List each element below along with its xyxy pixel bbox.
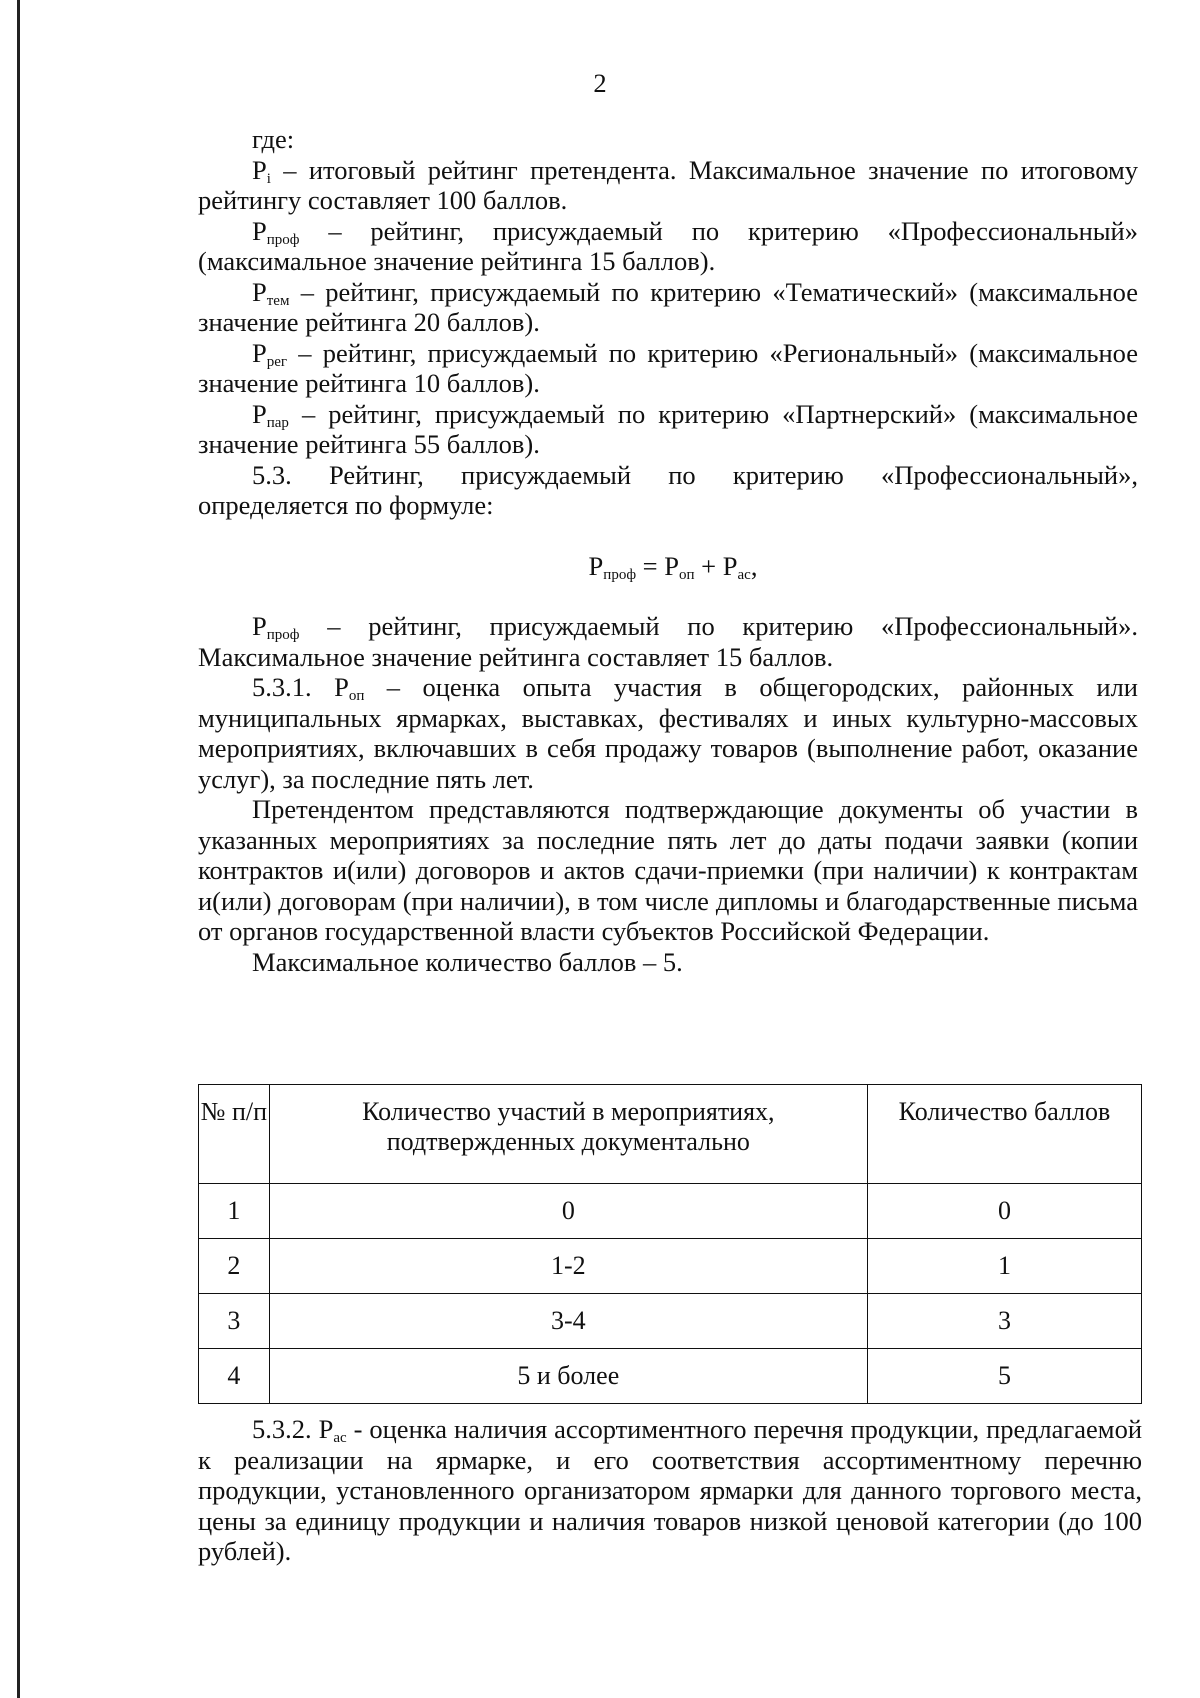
header-number: № п/п xyxy=(199,1085,270,1184)
page-edge-line xyxy=(17,0,20,1698)
table-cell: 1 xyxy=(867,1239,1141,1294)
table-row xyxy=(199,1294,1142,1349)
table-cell: 4 xyxy=(199,1349,270,1404)
where-label: где: xyxy=(252,124,295,154)
max-points: Максимальное количество баллов – 5. xyxy=(252,946,683,977)
table-cell: 1 xyxy=(199,1184,270,1239)
table-row xyxy=(199,1184,1142,1239)
formula: $P_{проф} = P_{оп} + P_{ас}$, xyxy=(588,550,758,583)
definition-p-par: $P_{пар}$ – рейтинг, присуждаемый по критерию «Партнерский» (максимальное значение рейтинга 55 баллов). xyxy=(198,398,1138,459)
table-row xyxy=(199,1239,1142,1294)
documents-paragraph: Претендентом представляются подтверждающие документы об участии в указанных мероприятиях за последние пять лет до даты подачи заявки (копии контрактов и(или) договоров и актов сдачи-приемки (при наличии) к контрактам и(или) договорам (при наличии), в том числе дипломы и благодарственные письма от органов государственной власти субъектов Российской Федерации. xyxy=(198,794,1138,946)
points-table xyxy=(198,1084,1142,1404)
table-cell: 3-4 xyxy=(269,1294,867,1349)
section-5-3-2-block xyxy=(198,1414,1142,1567)
table-cell: 0 xyxy=(867,1184,1141,1239)
definition-p-reg: $P_{рег}$ – рейтинг, присуждаемый по критерию «Региональный» (максимальное значение рейтинга 10 баллов). xyxy=(198,337,1138,398)
section-5-3: 5.3. Рейтинг, присуждаемый по критерию «Профессиональный», определяется по формуле: xyxy=(198,459,1138,520)
table-cell: 2 xyxy=(199,1239,270,1294)
header-participations: Количество участий в мероприятиях, подтвержденных документально xyxy=(269,1085,867,1184)
definition-p-prof: $P_{проф}$ – рейтинг, присуждаемый по критерию «Профессиональный» (максимальное значение рейтинга 15 баллов). xyxy=(198,215,1138,276)
definition-p-i: $P_i$ – итоговый рейтинг претендента. Максимальное значение по итоговому рейтингу составляет 100 баллов. xyxy=(198,154,1138,215)
page-number: 2 xyxy=(593,68,607,98)
table-cell: 5 и более xyxy=(269,1349,867,1404)
prof-definition: $P_{проф}$ – рейтинг, присуждаемый по критерию «Профессиональный». Максимальное значение рейтинга составляет 15 баллов. xyxy=(198,611,1138,672)
table-cell: 3 xyxy=(199,1294,270,1349)
header-points: Количество баллов xyxy=(867,1085,1141,1184)
table-cell: 3 xyxy=(867,1294,1141,1349)
table-header-row xyxy=(199,1085,1142,1184)
section-5-3-1: 5.3.1. $P_{оп}$ – оценка опыта участия в общегородских, районных или муниципальных ярмарках, выставках, фестивалях и иных культурно-массовых мероприятиях, включавших в себя продажу товаров (выполнение работ, оказание услуг), за последние пять лет. xyxy=(198,672,1138,794)
document-body xyxy=(198,124,1138,977)
table-cell: 1-2 xyxy=(269,1239,867,1294)
section-5-3-2: 5.3.2. $P_{ас}$ - оценка наличия ассортиментного перечня продукции, предлагаемой к реализации на ярмарке, и его соответствия ассортиментному перечню продукции, установленного организатором ярмарки для данного торгового места, цены за единицу продукции и наличия товаров низкой ценовой категории (до 100 рублей). xyxy=(198,1414,1142,1566)
definition-p-tem: $P_{тем}$ – рейтинг, присуждаемый по критерию «Тематический» (максимальное значение рейтинга 20 баллов). xyxy=(198,276,1138,337)
table-cell: 5 xyxy=(867,1349,1141,1404)
table-cell: 0 xyxy=(269,1184,867,1239)
table-row xyxy=(199,1349,1142,1404)
